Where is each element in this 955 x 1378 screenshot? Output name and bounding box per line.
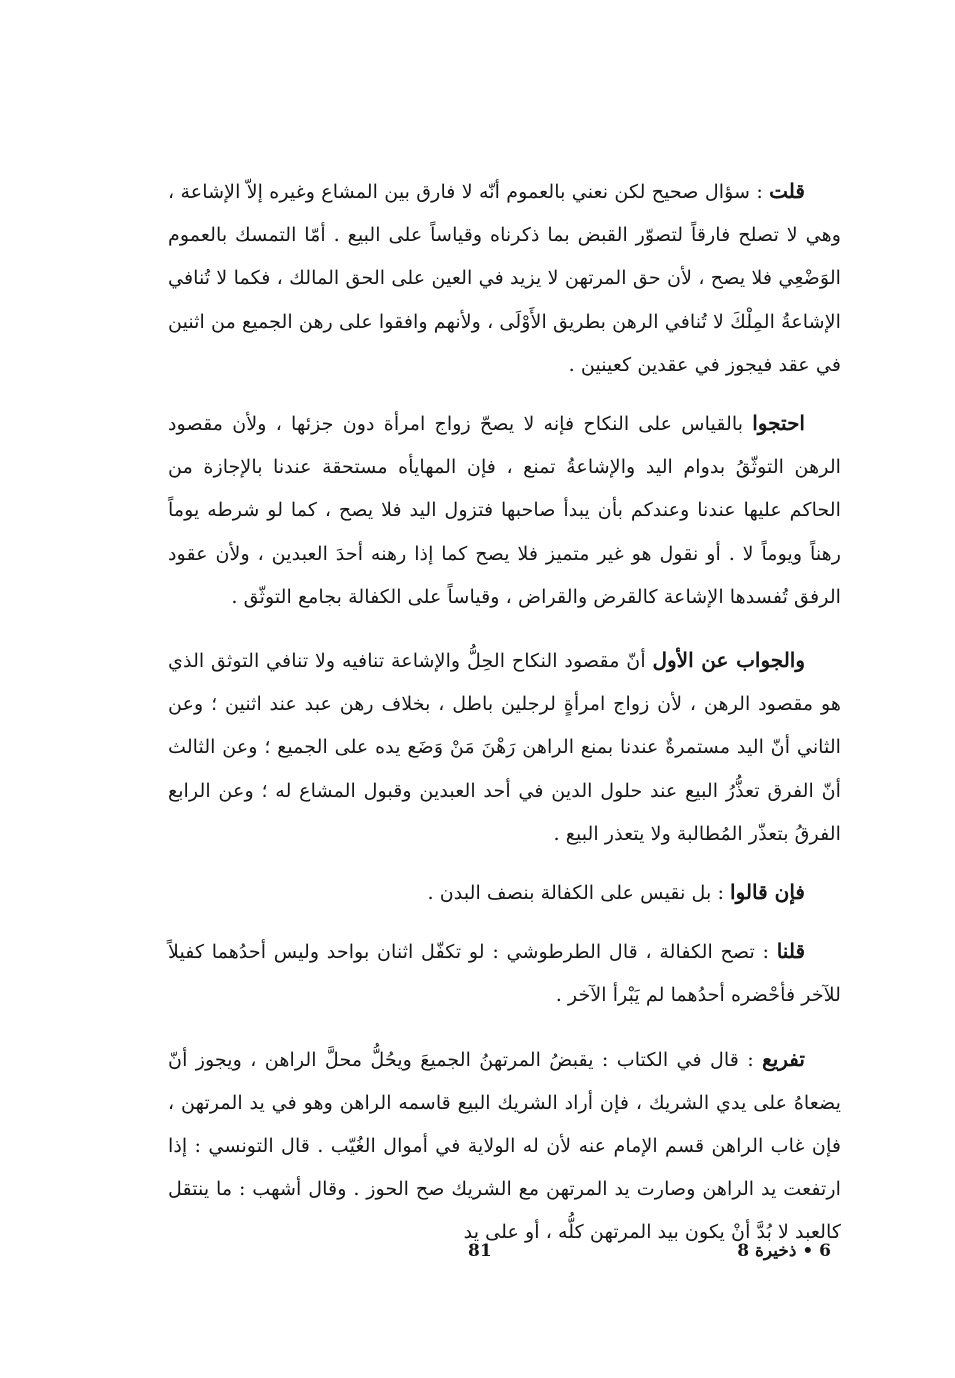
paragraph-text: : تصح الكفالة ، قال الطرطوشي : لو تكفّل اثنان بواحد وليس أحدُهما كفيلاً للآخر فأحْضره أحدُهما لم يَبْرأ الآخر . xyxy=(168,940,841,1007)
lead-word: والجواب عن الأول xyxy=(652,648,806,673)
paragraph-qult xyxy=(168,170,841,386)
page-number: 81 xyxy=(468,1241,492,1261)
lead-word: احتجوا xyxy=(752,411,805,436)
paragraph-fa-in-qalu xyxy=(168,871,841,914)
paragraph-ihtajju xyxy=(168,402,841,618)
page-body xyxy=(168,170,841,1270)
paragraph-jawab xyxy=(168,639,841,855)
lead-word: تفريع xyxy=(762,1046,805,1071)
paragraph-text: : بل نقيس على الكفالة بنصف البدن . xyxy=(427,881,731,905)
paragraph-tafri xyxy=(168,1038,841,1254)
paragraph-qulna xyxy=(168,930,841,1016)
page-footer xyxy=(168,1241,841,1277)
lead-word: فإن قالوا xyxy=(730,880,805,905)
paragraph-text: أنّ مقصود النكاح الحِلُّ والإشاعة تنافيه ولا تنافي التوثق الذي هو مقصود الرهن ، لأن زواج امرأةٍ لرجلين باطل ، بخلاف رهن عبد عند اثنين ؛ وعن الثاني أنّ اليد مستمرةٌ عندنا بمنع الراهن رَهْنَ مَنْ وَضَع يده على الجميع ؛ وعن الثالث أنّ الفرق تعذُّرُ البيع عند حلول الدين في أحد العبدين وقبول المشاع له ؛ وعن الرابع الفرقُ بتعذّر المُطالبة ولا يتعذر البيع . xyxy=(168,649,841,845)
paragraph-text: : قال في الكتاب : يقبضُ المرتهنُ الجميعَ ويحُلُّ محلَّ الراهن ، ويجوز أنّ يضعاهُ على يدي الشريك ، فإن أراد الشريك البيع قاسمه الراهن وهو في يد المرتهن ، فإن غاب الراهن قسم الإمام عنه لأن له الولاية في أموال الغُيّب . قال التونسي : إذا ارتفعت يد الراهن وصارت يد المرتهن مع الشريك صح الحوز . وقال أشهب : ما ينتقل كالعبد لا بُدَّ أنْ يكون بيد المرتهن كلُّه ، أو على يد xyxy=(168,1047,841,1244)
paragraph-text: : سؤال صحيح لكن نعني بالعموم أنّه لا فارق بين المشاع وغيره إلاّ الإشاعة ، وهي لا تصلح فارقاً لتصوّر القبض بما ذكرناه وقياساً على البيع . أمّا التمسك بالعموم الوَضْعِي فلا يصح ، لأن حق المرتهن لا يزيد في العين على الحق المالك ، فكما لا تُنافي الإشاعةُ المِلْكَ لا تُنافي الرهن بطريق الأَوْلَى ، ولأنهم وافقوا على رهن الجميع من اثنين في عقد فيجوز في عقدين كعينين . xyxy=(168,180,841,376)
paragraph-text: بالقياس على النكاح فإنه لا يصحّ زواج امرأة دون جزئها ، ولأن مقصود الرهن التوثّقُ بدوام اليد والإشاعةُ تمنع ، فإن المهايأه مستحقة عندنا بالإجازة من الحاكم عليها عندنا وعندكم بأن يبدأ صاحبها فتزول اليد فلا يصح ، كما لو شرطه يوماً رهناً ويوماً لا . أو نقول هو غير متميز فلا يصح كما إذا رهنه أحدَ العبدين ، ولأن عقود الرفق تُفسدها الإشاعة كالقرض والقراض ، وقياساً على الكفالة بجامع التوثّق . xyxy=(168,412,841,608)
lead-word: قلت xyxy=(769,179,805,203)
lead-word: قلنا xyxy=(776,939,805,964)
signature-mark: 6 • ذخيرة 8 xyxy=(737,1241,831,1261)
